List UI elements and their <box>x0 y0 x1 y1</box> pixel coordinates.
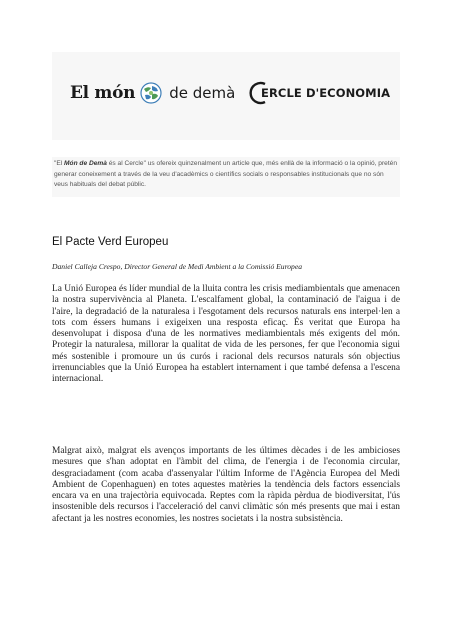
article-title: El Pacte Verd Europeu <box>52 236 169 248</box>
globe-icon <box>140 82 162 104</box>
article-author: Daniel Calleja Crespo, Director General de Medi Ambient a la Comissió Europea <box>52 262 303 271</box>
article-paragraph-2: Malgrat això, malgrat els avenços importants de les últimes dècades i de les ambicioses mesures que s'han adoptat en l'àmbit del clima, de l'energia i de l'economia circular, desgraciadament (com acaba d'assenyalar l'últim Informe de l'Agència Europea del Medi Ambient de Copenhaguen) en totes aquestes matèries la tendència dels factors essencials encara va en una trajectòria equivocada. Reptes com la ràpida pèrdua de biodiversitat, l'ús insostenible dels recursos i l'acceleració del canvi climàtic són més presents que mai i estan afectant ja les nostres economies, les nostres societats i la nostra subsistència. <box>52 446 400 524</box>
intro-box <box>52 157 400 197</box>
logo-word-2: de demà <box>169 84 236 102</box>
intro-highlight: Món de Demà <box>64 160 107 167</box>
article-paragraph-1: La Unió Europea és líder mundial de la lluita contra les crisis mediambientals que amenacen la nostra supervivència al Planeta. L'escalfament global, la contaminació de l'aigua i de l'aire, la degradació de la naturalesa i l'esgotament dels recursos naturals ens interpel·len a tots com éssers humans i exigeixen una resposta eficaç. És veritat que Europa ha desenvolupat i disposa d'una de les normatives mediambientals més exigents del món. Protegir la naturalesa, millorar la qualitat de vida de les persones, fer que l'economia sigui més sostenible i promoure un ús curós i racional dels recursos naturals són objectius irrenunciables que la Unió Europea ha establert internament i que també defensa a l'escena internacional. <box>52 284 400 385</box>
el-mon-de-dema-logo <box>70 78 235 108</box>
logo-word-1: El món <box>70 83 136 103</box>
cercle-economia-logo <box>245 78 390 108</box>
cercle-logo-text: ERCLE D'ECONOMIA <box>261 86 391 100</box>
intro-after: és al Cercle" us ofereix quinzenalment un article que, més enllà de la informació o la opinió, pretén generar coneixement a través de la veu d'acadèmics o científics socials o responsables institucionals que no són veus habituals del debat públic. <box>54 160 397 189</box>
intro-before: "El <box>54 160 65 167</box>
